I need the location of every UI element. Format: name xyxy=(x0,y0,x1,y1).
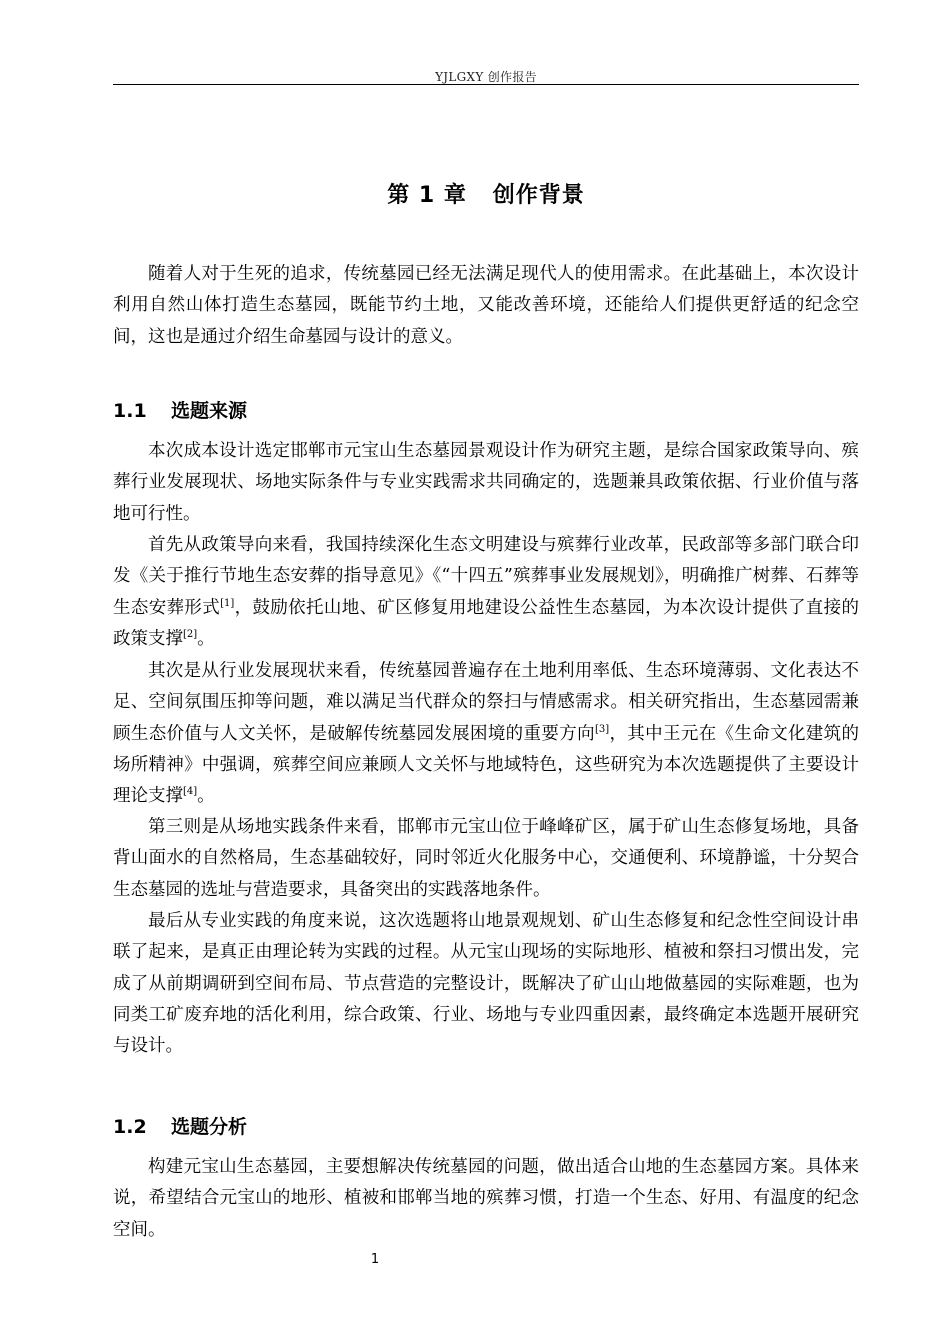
paragraph-text: 。 xyxy=(197,628,215,649)
paragraph-policy xyxy=(113,530,859,655)
header-rule xyxy=(113,84,859,85)
page-number: 1 xyxy=(370,1252,380,1267)
citation-ref: [4] xyxy=(183,786,198,798)
chapter-title: 第 1 章 创作背景 xyxy=(387,183,585,208)
paragraph-text: 首先从政策导向来看，我国持续深化生态文明建设与殡葬行业改革，民政部等多部门联合印发《关于推行节地生态安葬的指导意见》《“十四五”殡葬事业发展规划》，明确推广树葬、石葬等生态安葬形式 xyxy=(113,535,859,618)
paragraph-industry xyxy=(113,656,859,812)
paragraph-practice: 最后从专业实践的角度来说，这次选题将山地景观规划、矿山生态修复和纪念性空间设计串联了起来，是真正由理论转为实践的过程。从元宝山现场的实际地形、植被和祭扫习惯出发，完成了从前期调研到空间布局、节点营造的完整设计，既解决了矿山山地做墓园的实际难题，也为同类工矿废弃地的活化利用，综合政策、行业、场地与专业四重因素，最终确定本选题开展研究与设计。 xyxy=(113,911,859,1057)
section-heading-1-1 xyxy=(113,396,247,423)
section-heading-1-2 xyxy=(113,1112,247,1139)
paragraph-text: ，其中王元在《生命文化建筑的场所精神》中强调，殡葬空间应兼顾人文关怀与地域特色，这些研究为本次选题提供了主要设计理论支撑 xyxy=(113,723,860,807)
running-header: YJLGXY 创作报告 xyxy=(435,70,537,84)
paragraph-site: 第三则是从场地实践条件来看，邯郸市元宝山位于峰峰矿区，属于矿山生态修复场地，具备背山面水的自然格局，生态基础较好，同时邻近火化服务中心，交通便利、环境静谧，十分契合生态墓园的选址与营造要求，具备突出的实践落地条件。 xyxy=(113,817,859,900)
section-number: 1.1 xyxy=(113,400,147,422)
paragraph-text: 。 xyxy=(197,786,215,807)
citation-ref: [2] xyxy=(183,628,198,640)
paragraph-text: 其次是从行业发展现状来看，传统墓园普遍存在土地利用率低、生态环境薄弱、文化表达不足、空间氛围压抑等问题，难以满足当代群众的祭扫与情感需求。相关研究指出，生态墓园需兼顾生态价值与人文关怀，是破解传统墓园发展困境的重要方向 xyxy=(113,661,859,744)
paragraph-topic-source: 本次成本设计选定邯郸市元宝山生态墓园景观设计作为研究主题，是综合国家政策导向、殡葬行业发展现状、场地实际条件与专业实践需求共同确定的，选题兼具政策依据、行业价值与落地可行性。 xyxy=(113,441,859,524)
section-title: 选题来源 xyxy=(171,400,248,422)
intro-paragraph: 随着人对于生死的追求，传统墓园已经无法满足现代人的使用需求。在此基础上，本次设计利用自然山体打造生态墓园，既能节约土地，又能改善环境，还能给人们提供更舒适的纪念空间，这也是通过介绍生命墓园与设计的意义。 xyxy=(113,264,859,347)
section-title: 选题分析 xyxy=(171,1116,248,1138)
section-number: 1.2 xyxy=(113,1116,147,1138)
paragraph-topic-analysis: 构建元宝山生态墓园，主要想解决传统墓园的问题，做出适合山地的生态墓园方案。具体来说，希望结合元宝山的地形、植被和邯郸当地的殡葬习惯，打造一个生态、好用、有温度的纪念空间。 xyxy=(113,1157,859,1240)
citation-ref: [1] xyxy=(220,597,235,609)
citation-ref: [3] xyxy=(594,723,610,735)
paragraph-text: ，鼓励依托山地、矿区修复用地建设公益性生态墓园，为本次设计提供了直接的政策支撑 xyxy=(113,597,860,649)
